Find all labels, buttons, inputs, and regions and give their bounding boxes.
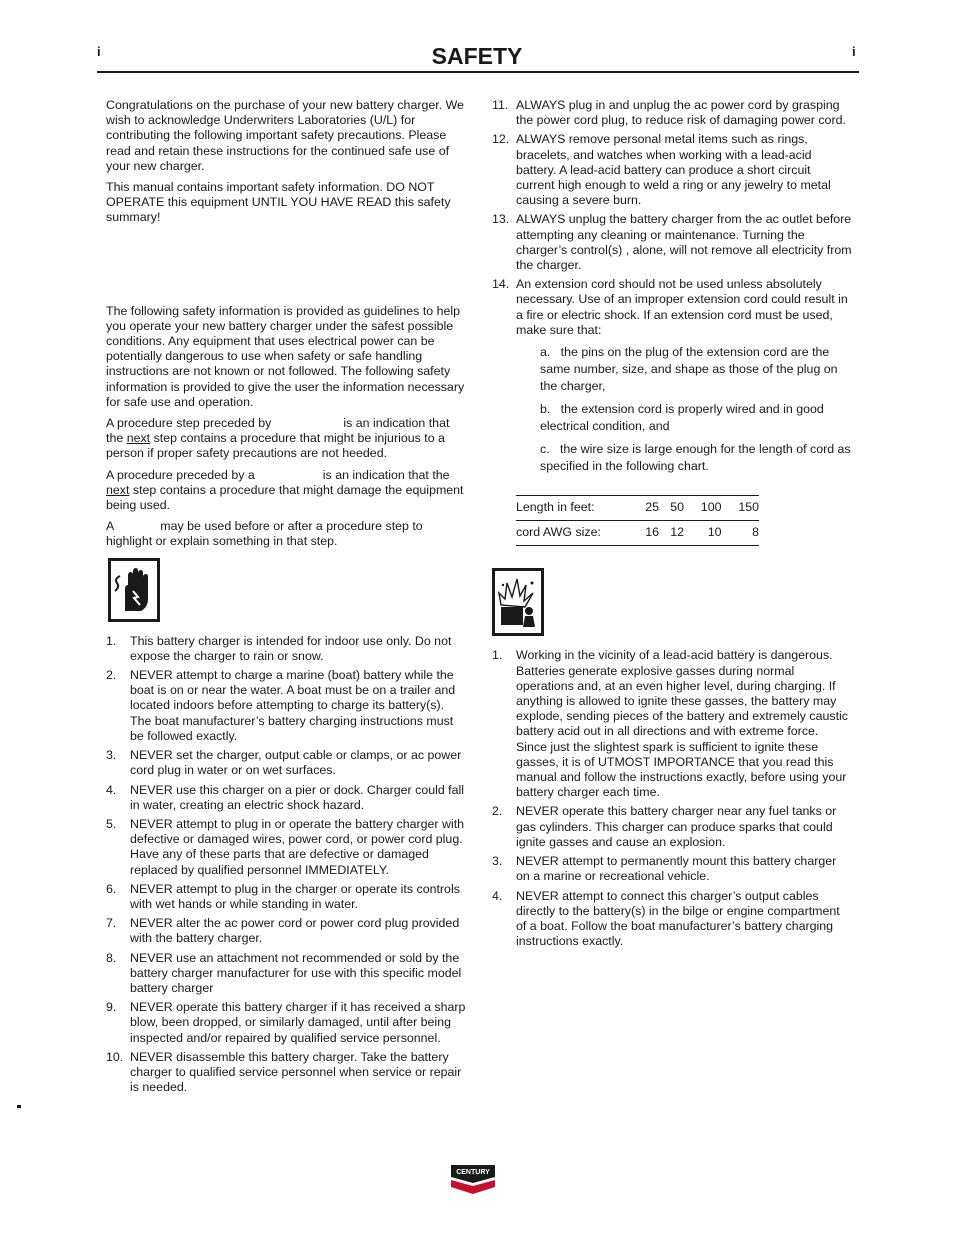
list-item-number: 1.	[106, 633, 117, 648]
caution-definition	[106, 468, 466, 514]
list-item-number: 14.	[492, 277, 510, 292]
table-cell: 10	[684, 521, 721, 546]
table-cell: 12	[659, 521, 684, 546]
list-item	[106, 1050, 466, 1096]
list-item	[492, 132, 852, 208]
list-item	[106, 951, 466, 997]
list-item	[106, 882, 466, 912]
battery-explosion-icon	[492, 568, 544, 636]
table-cell: 150	[721, 496, 759, 521]
page-number-left: i	[97, 44, 101, 59]
intro-paragraph-2: This manual contains important safety information. DO NOT OPERATE this equipment UNTIL YOU HAVE READ this safety summary!	[106, 180, 451, 225]
sub-list-item-text: the pins on the plug of the extension cord are the same number, size, and shape as those of the plug on the charger,	[540, 345, 838, 394]
sub-list-item	[516, 344, 852, 395]
general-safety-list	[492, 98, 852, 475]
list-item-number: 6.	[106, 881, 117, 896]
list-item	[492, 889, 852, 950]
list-item-number: 7.	[106, 916, 117, 931]
header-rule	[97, 71, 859, 73]
list-item-text: NEVER attempt to plug in or operate the battery charger with defective or damaged wires, power cord, or power cord plug. Have any of these parts that are defective or damaged replaced by qualified personnel IMMEDIATELY.	[130, 816, 465, 877]
warning-definition	[106, 416, 466, 462]
list-item	[492, 854, 852, 884]
intro-gap	[106, 232, 466, 304]
table-cell: 100	[684, 496, 721, 521]
list-item-text: NEVER disassemble this battery charger. Take the battery charger to qualified service personnel when service or repair is needed.	[130, 1049, 462, 1095]
list-item	[106, 783, 466, 813]
note-definition	[106, 519, 466, 549]
list-item-text: Working in the vicinity of a lead-acid battery is dangerous. Batteries generate explosive gasses during normal operations and, at an even higher level, during charging. If anything is allowed to ignite these gasses, the battery may explode, sending pieces of the battery and extremely caustic battery acid out in all directions and with extreme force. Since just the slightest spark is sufficient to ignite these gasses, it is of UTMOST IMPORTANCE that you read this manual and follow the instructions exactly, before using your battery charger each time.	[516, 648, 848, 800]
explosion-hazard-list	[492, 648, 852, 949]
list-item-number: 12.	[492, 132, 510, 147]
table-cell: 50	[659, 496, 684, 521]
list-item-number: 4.	[492, 888, 503, 903]
caution-definition-text-d: step contains a procedure that might damage the equipment being used.	[106, 482, 464, 513]
note-definition-text-b: may be used before or after a procedure step to highlight or explain something in that step.	[106, 519, 423, 549]
list-item-number: 4.	[106, 782, 117, 797]
table-row	[516, 496, 759, 521]
sub-list-item-letter: c.	[540, 442, 550, 457]
sub-list-item	[516, 441, 852, 475]
century-logo-icon	[449, 1163, 497, 1197]
list-item	[492, 212, 852, 273]
list-item-text: An extension cord should not be used unless absolutely necessary. Use of an improper extension cord could result in a fire or electric shock. If an extension cord must be used, make sure that:	[516, 277, 848, 337]
sub-list-item-text: the extension cord is properly wired and in good electrical condition, and	[540, 402, 824, 434]
left-column	[106, 98, 466, 1099]
list-item-text: This battery charger is intended for indoor use only. Do not expose the charger to rain or snow.	[130, 633, 452, 663]
list-item-number: 2.	[106, 668, 117, 683]
intro-paragraph-1: Congratulations on the purchase of your new battery charger. We wish to acknowledge Underwriters Laboratories (U/L) for contributing the following important safety precautions. Please read and retain these instructions for the continued safe use of your new charger.	[106, 98, 464, 173]
list-item-text: NEVER attempt to permanently mount this battery charger on a marine or recreational vehicle.	[516, 854, 837, 884]
warning-definition-next: next	[126, 431, 151, 446]
list-item	[106, 916, 466, 946]
list-item-number: 8.	[106, 950, 117, 965]
warning-definition-text-a: A procedure step preceded by	[106, 416, 272, 431]
list-item	[106, 817, 466, 878]
list-item-text: NEVER attempt to charge a marine (boat) battery while the boat is on or near the water. A boat must be on a trailer and located indoors before attempting to charge its battery(s). The boat manufacturer’s battery charging instructions must be followed exactly.	[130, 668, 456, 743]
table-row	[516, 521, 759, 546]
table-cell: 16	[634, 521, 659, 546]
list-item-number: 3.	[492, 854, 503, 869]
list-item-number: 5.	[106, 816, 117, 831]
sub-list-item-letter: b.	[540, 402, 551, 417]
list-item-text: ALWAYS plug in and unplug the ac power cord by grasping the power cord plug, to reduce risk of damaging power cord.	[516, 98, 846, 128]
list-item-number: 11.	[492, 98, 509, 112]
intro-paragraph-3: The following safety information is provided as guidelines to help you operate your new battery charger under the safest possible conditions. Any equipment that uses electrical power can be potentially dangerous to use when safety or safe handling instructions are not known or not followed. The following safety information is provided to give the user the information necessary for safe use and operation.	[106, 303, 465, 409]
list-item-number: 2.	[492, 804, 503, 819]
list-item	[106, 1000, 466, 1046]
sub-list-item-letter: a.	[540, 345, 551, 360]
warning-definition-text-b: is an indication that the	[106, 416, 450, 446]
page-title: SAFETY	[431, 43, 523, 69]
list-item	[492, 98, 852, 128]
table-cell: Length in feet:	[516, 496, 634, 521]
list-item-text: NEVER operate this battery charger near any fuel tanks or gas cylinders. This charger can produce sparks that could ignite gasses and cause an explosion.	[516, 804, 837, 849]
margin-mark	[17, 1105, 21, 1108]
list-item	[492, 277, 852, 475]
logo-text: CENTURY	[456, 1169, 490, 1176]
sub-list-item	[516, 401, 852, 435]
list-item-text: NEVER attempt to connect this charger’s output cables directly to the battery(s) in the bilge or engine compartment of a boat. Follow the boat manufacturer’s battery charging instructions exactly.	[516, 888, 840, 949]
caution-definition-text-a: A procedure preceded by a	[106, 467, 255, 482]
list-item-number: 9.	[106, 1000, 117, 1015]
list-item	[106, 634, 466, 664]
electric-shock-list	[106, 634, 466, 1096]
list-item	[492, 648, 852, 800]
list-item	[106, 668, 466, 744]
list-item-number: 10.	[106, 1049, 124, 1064]
note-definition-text-a: A	[106, 519, 115, 534]
list-item	[492, 804, 852, 850]
list-item	[106, 748, 466, 778]
list-item-text: NEVER use this charger on a pier or dock. Charger could fall in water, creating an electric shock hazard.	[130, 782, 465, 812]
list-item-text: NEVER use an attachment not recommended or sold by the battery charger manufacturer for use with this specific model battery charger	[130, 950, 462, 995]
caution-definition-text-b: is an indication that the	[322, 467, 450, 482]
extension-cord-table	[516, 495, 759, 546]
table-cell: cord AWG size:	[516, 521, 634, 546]
list-item-text: NEVER alter the ac power cord or power cord plug provided with the battery charger.	[130, 916, 460, 946]
list-item-text: ALWAYS unplug the battery charger from the ac outlet before attempting any cleaning or maintenance. Turning the charger’s control(s) , alone, will not remove all electricity from the charger.	[516, 212, 852, 273]
list-item-number: 1.	[492, 648, 503, 663]
sub-list-item-text: the wire size is large enough for the length of cord as specified in the following chart.	[540, 442, 851, 474]
extension-cord-sublist	[516, 344, 852, 475]
list-item-number: 13.	[492, 212, 510, 227]
warning-definition-text-d: step contains a procedure that might be injurious to a person if proper safety precautions are not heeded.	[106, 431, 445, 461]
list-item-text: NEVER set the charger, output cable or clamps, or ac power cord plug in water or on wet surfaces.	[130, 748, 462, 778]
electric-shock-hand-icon	[108, 558, 160, 622]
caution-definition-next: next	[106, 482, 130, 497]
list-item-text: ALWAYS remove personal metal items such as rings, bracelets, and watches when working with a lead-acid battery. A lead-acid battery can produce a short circuit current high enough to weld a ring or any jewelry to metal causing a severe burn.	[516, 132, 831, 208]
list-item-text: NEVER operate this battery charger if it has received a sharp blow, been dropped, or similarly damaged, until after being inspected and/or repaired by qualified service personnel.	[130, 1000, 466, 1045]
table-cell: 8	[721, 521, 759, 546]
right-column	[492, 98, 852, 953]
list-item-number: 3.	[106, 748, 117, 763]
list-item-text: NEVER attempt to plug in the charger or operate its controls with wet hands or while standing in water.	[130, 881, 460, 911]
table-cell: 25	[634, 496, 659, 521]
page-number-right: i	[852, 44, 856, 59]
